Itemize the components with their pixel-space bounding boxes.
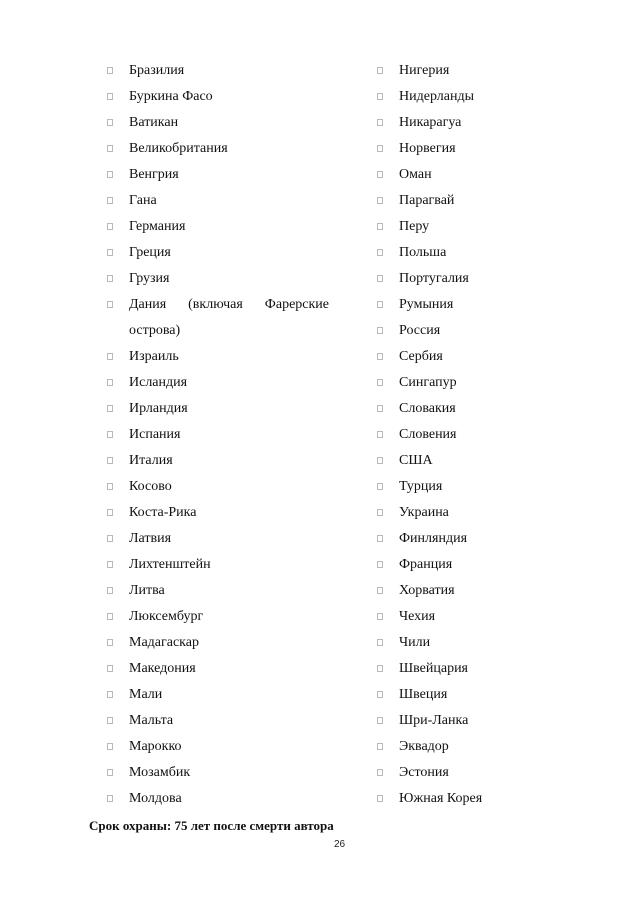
country-name: Ватикан	[129, 115, 179, 130]
bullet-icon	[107, 691, 113, 698]
country-name: Парагвай	[399, 193, 455, 208]
country-name: Словения	[399, 427, 457, 442]
list-item	[107, 396, 329, 422]
list-item	[107, 786, 329, 812]
bullet-icon	[107, 353, 113, 360]
list-item	[377, 552, 557, 578]
bullet-icon	[107, 743, 113, 750]
country-name: Нидерланды	[399, 89, 474, 104]
country-name: Хорватия	[399, 583, 455, 598]
list-item	[377, 786, 557, 812]
bullet-icon	[377, 301, 383, 308]
bullet-icon	[377, 691, 383, 698]
country-name: Сербия	[399, 349, 443, 364]
list-item	[377, 344, 557, 370]
bullet-icon	[107, 301, 113, 308]
bullet-icon	[107, 379, 113, 386]
protection-term-note: Срок охраны: 75 лет после смерти автора	[89, 818, 334, 833]
list-item	[107, 84, 329, 110]
bullet-icon	[107, 509, 113, 516]
list-item	[377, 84, 557, 110]
bullet-icon	[377, 145, 383, 152]
list-item	[107, 474, 329, 500]
list-item	[107, 734, 329, 760]
bullet-icon	[107, 145, 113, 152]
bullet-icon	[107, 717, 113, 724]
list-item	[377, 318, 557, 344]
country-name: Латвия	[129, 531, 172, 546]
list-item	[107, 292, 329, 344]
country-name: Эстония	[399, 765, 449, 780]
country-name: Венгрия	[129, 167, 179, 182]
bullet-icon	[377, 405, 383, 412]
country-name: Южная Корея	[399, 791, 483, 806]
bullet-icon	[377, 353, 383, 360]
country-name: Косово	[129, 479, 172, 494]
bullet-icon	[107, 171, 113, 178]
bullet-icon	[377, 171, 383, 178]
country-name: Коста-Рика	[129, 505, 197, 520]
bullet-icon	[107, 795, 113, 802]
country-name: Турция	[399, 479, 443, 494]
bullet-icon	[377, 197, 383, 204]
list-item	[107, 162, 329, 188]
country-name: Россия	[399, 323, 441, 338]
bullet-icon	[107, 67, 113, 74]
country-name: Перу	[399, 219, 430, 234]
country-name: Грузия	[129, 271, 170, 286]
country-name: Норвегия	[399, 141, 456, 156]
list-item	[377, 448, 557, 474]
bullet-icon	[107, 587, 113, 594]
bullet-icon	[377, 93, 383, 100]
bullet-icon	[107, 535, 113, 542]
country-name: Испания	[129, 427, 181, 442]
list-item	[107, 266, 329, 292]
bullet-icon	[377, 379, 383, 386]
bullet-icon	[377, 665, 383, 672]
bullet-icon	[377, 743, 383, 750]
list-item	[377, 474, 557, 500]
country-name: США	[399, 453, 433, 468]
list-item	[377, 162, 557, 188]
bullet-icon	[107, 769, 113, 776]
bullet-icon	[377, 249, 383, 256]
bullet-icon	[377, 769, 383, 776]
country-list-right	[377, 58, 557, 812]
bullet-icon	[377, 535, 383, 542]
country-name: Буркина Фасо	[129, 89, 213, 104]
list-item	[107, 526, 329, 552]
list-item	[107, 240, 329, 266]
bullet-icon	[377, 587, 383, 594]
bullet-icon	[377, 431, 383, 438]
country-name: Дания (включая Фарерские острова)	[129, 297, 329, 338]
list-item	[377, 604, 557, 630]
list-item	[107, 760, 329, 786]
list-item	[377, 760, 557, 786]
list-item	[107, 58, 329, 84]
bullet-icon	[377, 717, 383, 724]
list-item	[377, 630, 557, 656]
list-item	[377, 240, 557, 266]
list-item	[107, 214, 329, 240]
list-item	[107, 682, 329, 708]
list-item	[377, 266, 557, 292]
list-item	[377, 110, 557, 136]
country-name: Мадагаскар	[129, 635, 199, 650]
country-name: Литва	[129, 583, 165, 598]
country-list-left	[107, 58, 329, 812]
bullet-icon	[377, 509, 383, 516]
bullet-icon	[107, 249, 113, 256]
country-name: Оман	[399, 167, 432, 182]
country-name: Сингапур	[399, 375, 457, 390]
bullet-icon	[107, 431, 113, 438]
country-name: Франция	[399, 557, 453, 572]
list-item	[107, 110, 329, 136]
list-item	[377, 656, 557, 682]
page-number: 26	[334, 839, 346, 850]
list-item	[377, 708, 557, 734]
bullet-icon	[377, 67, 383, 74]
list-item	[107, 604, 329, 630]
list-item	[377, 500, 557, 526]
list-item	[377, 188, 557, 214]
list-item	[107, 708, 329, 734]
bullet-icon	[107, 483, 113, 490]
bullet-icon	[107, 119, 113, 126]
country-name: Молдова	[129, 791, 182, 806]
list-item	[107, 630, 329, 656]
list-item	[107, 370, 329, 396]
bullet-icon	[107, 275, 113, 282]
country-name: Нигерия	[399, 63, 450, 78]
list-item	[377, 292, 557, 318]
country-name: Швеция	[399, 687, 448, 702]
bullet-icon	[377, 483, 383, 490]
bullet-icon	[377, 613, 383, 620]
country-name: Гана	[129, 193, 157, 208]
bullet-icon	[107, 613, 113, 620]
list-item	[107, 188, 329, 214]
country-name: Румыния	[399, 297, 454, 312]
bullet-icon	[107, 561, 113, 568]
country-name: Ирландия	[129, 401, 188, 416]
list-item	[377, 370, 557, 396]
bullet-icon	[377, 795, 383, 802]
bullet-icon	[377, 223, 383, 230]
bullet-icon	[377, 119, 383, 126]
list-item	[377, 396, 557, 422]
country-name: Польша	[399, 245, 447, 260]
country-name: Италия	[129, 453, 173, 468]
country-name: Украина	[399, 505, 449, 520]
bullet-icon	[377, 275, 383, 282]
country-name: Мальта	[129, 713, 174, 728]
bullet-icon	[107, 223, 113, 230]
country-name: Эквадор	[399, 739, 449, 754]
country-name: Шри-Ланка	[399, 713, 469, 728]
list-item	[107, 448, 329, 474]
list-item	[107, 578, 329, 604]
bullet-icon	[107, 197, 113, 204]
country-name: Финляндия	[399, 531, 468, 546]
list-item	[377, 526, 557, 552]
list-item	[377, 682, 557, 708]
country-name: Македония	[129, 661, 196, 676]
list-item	[377, 214, 557, 240]
list-item	[107, 136, 329, 162]
list-item	[107, 422, 329, 448]
country-name: Германия	[129, 219, 186, 234]
country-name: Словакия	[399, 401, 456, 416]
list-item	[377, 136, 557, 162]
list-item	[107, 344, 329, 370]
list-item	[107, 656, 329, 682]
list-item	[377, 422, 557, 448]
bullet-icon	[377, 639, 383, 646]
bullet-icon	[377, 457, 383, 464]
country-name: Португалия	[399, 271, 469, 286]
country-name: Мозамбик	[129, 765, 191, 780]
country-name: Марокко	[129, 739, 182, 754]
bullet-icon	[107, 457, 113, 464]
country-name: Бразилия	[129, 63, 185, 78]
country-name: Израиль	[129, 349, 179, 364]
bullet-icon	[377, 561, 383, 568]
country-name: Люксембург	[129, 609, 204, 624]
country-name: Швейцария	[399, 661, 468, 676]
country-name: Чили	[399, 635, 431, 650]
country-name: Мали	[129, 687, 163, 702]
bullet-icon	[107, 405, 113, 412]
bullet-icon	[107, 665, 113, 672]
list-item	[377, 58, 557, 84]
country-name: Исландия	[129, 375, 188, 390]
country-name: Греция	[129, 245, 171, 260]
country-name: Лихтенштейн	[129, 557, 211, 572]
list-item	[107, 500, 329, 526]
list-item	[377, 578, 557, 604]
country-name: Никарагуа	[399, 115, 462, 130]
bullet-icon	[377, 327, 383, 334]
list-item	[107, 552, 329, 578]
country-name: Чехия	[399, 609, 436, 624]
list-item	[377, 734, 557, 760]
bullet-icon	[107, 93, 113, 100]
bullet-icon	[107, 639, 113, 646]
country-name: Великобритания	[129, 141, 228, 156]
